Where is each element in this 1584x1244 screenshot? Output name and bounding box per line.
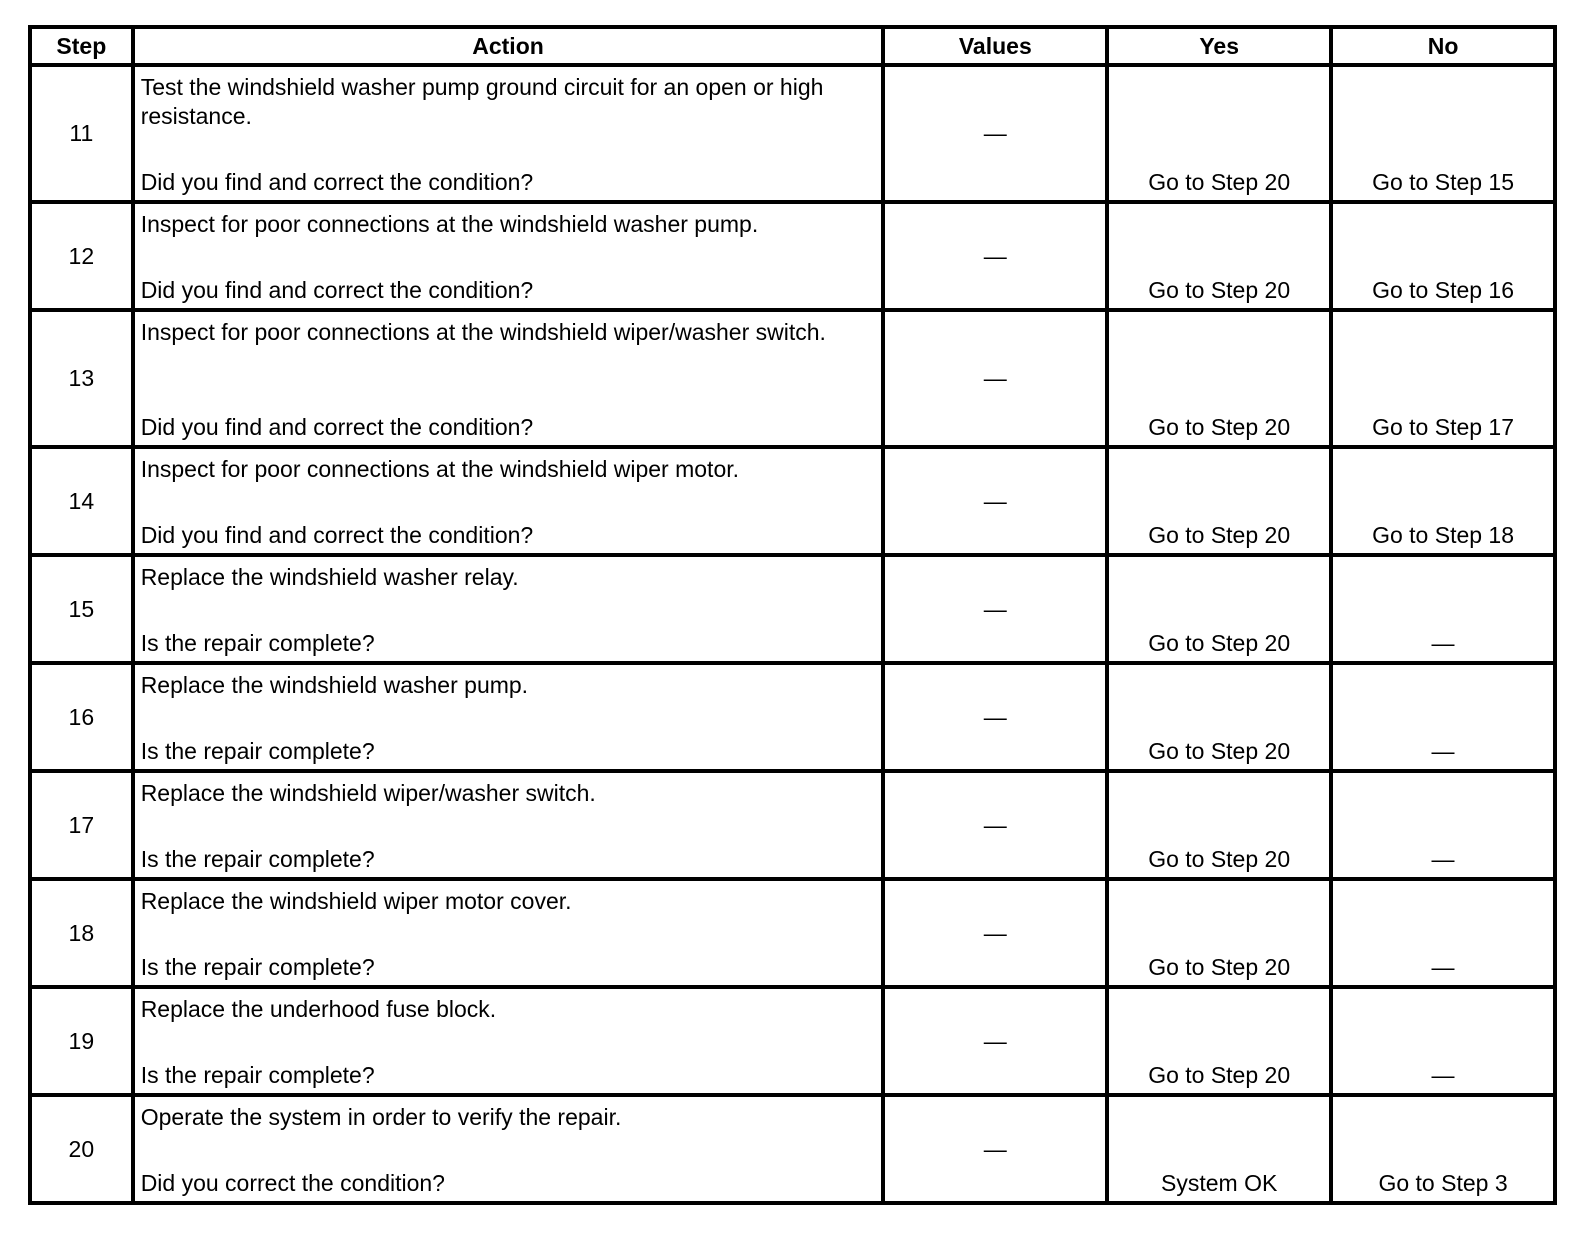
action-cell: [133, 771, 884, 879]
action-question: Is the repair complete?: [140, 630, 375, 656]
no-cell: [1331, 447, 1555, 555]
action-question: Is the repair complete?: [140, 846, 375, 872]
action-question: Did you find and correct the condition?: [140, 277, 534, 303]
yes-cell: [1107, 1095, 1331, 1203]
values-text: —: [983, 1027, 1007, 1054]
no-outcome: Go to Step 3: [1378, 1170, 1508, 1196]
action-cell: [133, 663, 884, 771]
yes-cell: [1107, 987, 1331, 1095]
action-question: Is the repair complete?: [140, 1062, 375, 1088]
yes-cell: [1107, 65, 1331, 202]
step-number: 20: [30, 1095, 133, 1203]
yes-outcome: Go to Step 20: [1148, 1062, 1291, 1088]
no-outcome: —: [1431, 954, 1455, 980]
yes-cell: [1107, 447, 1331, 555]
action-instruction: Inspect for poor connections at the windshield wiper motor.: [140, 456, 740, 482]
table-row: [30, 771, 1555, 879]
action-question: Did you find and correct the condition?: [140, 169, 534, 195]
values-cell: [883, 663, 1107, 771]
action-cell: [133, 555, 884, 663]
no-outcome: Go to Step 15: [1372, 169, 1515, 195]
action-question: Did you correct the condition?: [140, 1170, 445, 1196]
values-cell: [883, 555, 1107, 663]
action-cell: [133, 987, 884, 1095]
no-cell: [1331, 1095, 1555, 1203]
action-instruction: Inspect for poor connections at the windshield washer pump.: [140, 211, 759, 237]
values-cell: [883, 310, 1107, 447]
values-text: —: [983, 365, 1007, 391]
action-question: Is the repair complete?: [140, 954, 375, 980]
action-cell: [133, 202, 884, 310]
action-instruction: Replace the windshield wiper/washer switch.: [140, 780, 596, 806]
no-outcome: —: [1431, 630, 1455, 656]
no-cell: [1331, 879, 1555, 987]
values-text: —: [983, 595, 1007, 622]
action-instruction: Replace the windshield washer relay.: [140, 564, 519, 590]
action-column-header: Action: [133, 27, 884, 65]
step-column-header: Step: [30, 27, 133, 65]
step-number: 17: [30, 771, 133, 879]
yes-cell: [1107, 310, 1331, 447]
yes-outcome: Go to Step 20: [1148, 630, 1291, 656]
yes-cell: [1107, 555, 1331, 663]
values-text: —: [983, 120, 1007, 146]
yes-outcome: Go to Step 20: [1148, 169, 1291, 195]
values-cell: [883, 65, 1107, 202]
yes-cell: [1107, 771, 1331, 879]
no-cell: [1331, 987, 1555, 1095]
no-cell: [1331, 771, 1555, 879]
table-row: [30, 310, 1555, 447]
no-outcome: —: [1431, 846, 1455, 872]
yes-cell: [1107, 202, 1331, 310]
table-row: [30, 65, 1555, 202]
diagnostic-table-container: [28, 25, 1557, 1205]
yes-cell: [1107, 879, 1331, 987]
no-cell: [1331, 310, 1555, 447]
values-text: —: [983, 703, 1007, 730]
step-number: 18: [30, 879, 133, 987]
step-number: 15: [30, 555, 133, 663]
values-cell: [883, 1095, 1107, 1203]
table-row: [30, 447, 1555, 555]
yes-outcome: Go to Step 20: [1148, 954, 1291, 980]
action-instruction: Inspect for poor connections at the windshield wiper/washer switch.: [140, 319, 826, 345]
action-instruction: Replace the windshield wiper motor cover.: [140, 888, 572, 914]
table-row: [30, 879, 1555, 987]
step-number: 14: [30, 447, 133, 555]
no-outcome: Go to Step 18: [1372, 522, 1515, 548]
yes-outcome: Go to Step 20: [1148, 277, 1291, 303]
yes-cell: [1107, 663, 1331, 771]
no-column-header: No: [1331, 27, 1555, 65]
action-cell: [133, 879, 884, 987]
table-body: [30, 65, 1555, 1203]
values-cell: [883, 879, 1107, 987]
table-row: [30, 555, 1555, 663]
action-cell: [133, 310, 884, 447]
action-question: Is the repair complete?: [140, 738, 375, 764]
no-cell: [1331, 202, 1555, 310]
action-instruction: Operate the system in order to verify the repair.: [140, 1104, 622, 1130]
no-outcome: Go to Step 17: [1372, 414, 1515, 440]
values-text: —: [983, 1135, 1007, 1162]
step-number: 11: [30, 65, 133, 202]
yes-outcome: System OK: [1161, 1170, 1278, 1196]
action-instruction: Test the windshield washer pump ground circuit for an open or high resistance.: [140, 74, 824, 129]
table-row: [30, 987, 1555, 1095]
action-cell: [133, 1095, 884, 1203]
action-instruction: Replace the underhood fuse block.: [140, 996, 497, 1022]
values-cell: [883, 771, 1107, 879]
no-outcome: —: [1431, 738, 1455, 764]
action-cell: [133, 65, 884, 202]
yes-outcome: Go to Step 20: [1148, 846, 1291, 872]
step-number: 12: [30, 202, 133, 310]
step-number: 13: [30, 310, 133, 447]
step-number: 16: [30, 663, 133, 771]
yes-outcome: Go to Step 20: [1148, 414, 1291, 440]
diagnostic-steps-table: [28, 25, 1557, 1205]
no-cell: [1331, 555, 1555, 663]
values-cell: [883, 987, 1107, 1095]
table-header-row: [30, 27, 1555, 65]
no-outcome: Go to Step 16: [1372, 277, 1515, 303]
values-text: —: [983, 919, 1007, 946]
table-row: [30, 1095, 1555, 1203]
values-cell: [883, 447, 1107, 555]
yes-outcome: Go to Step 20: [1148, 522, 1291, 548]
table-row: [30, 663, 1555, 771]
no-cell: [1331, 65, 1555, 202]
yes-outcome: Go to Step 20: [1148, 738, 1291, 764]
table-row: [30, 202, 1555, 310]
values-column-header: Values: [883, 27, 1107, 65]
action-question: Did you find and correct the condition?: [140, 522, 534, 548]
values-text: —: [983, 242, 1007, 269]
no-outcome: —: [1431, 1062, 1455, 1088]
action-question: Did you find and correct the condition?: [140, 414, 534, 440]
values-text: —: [983, 487, 1007, 514]
action-cell: [133, 447, 884, 555]
values-cell: [883, 202, 1107, 310]
no-cell: [1331, 663, 1555, 771]
yes-column-header: Yes: [1107, 27, 1331, 65]
step-number: 19: [30, 987, 133, 1095]
values-text: —: [983, 811, 1007, 838]
action-instruction: Replace the windshield washer pump.: [140, 672, 529, 698]
